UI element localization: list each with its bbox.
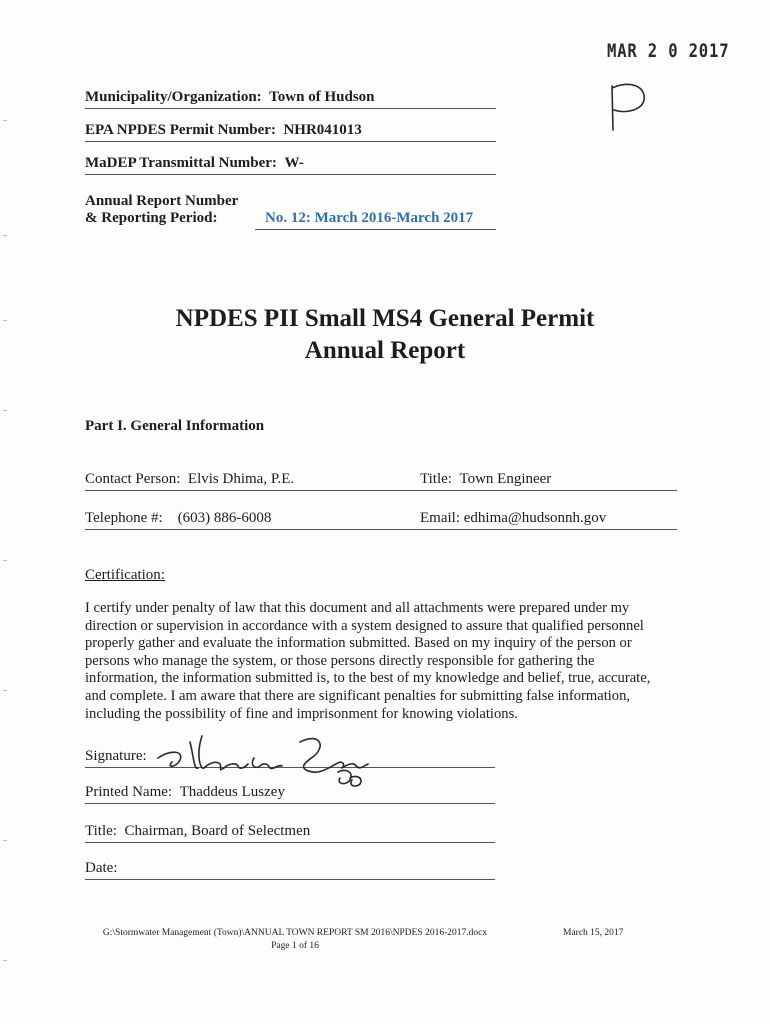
handwritten-initial [600, 78, 660, 143]
certification-line: persons who manage the system, or those persons directly responsible for gathering the [85, 652, 595, 669]
scan-speck [3, 410, 7, 411]
footer-date: March 15, 2017 [563, 928, 624, 938]
scan-speck [3, 120, 7, 121]
phone-row [85, 510, 271, 527]
phone-value: (603) 886-6008 [177, 510, 272, 526]
scan-speck [3, 690, 7, 691]
reporting-period-underline [255, 229, 496, 230]
permit-row [85, 122, 362, 139]
transmittal-value: W- [284, 155, 304, 171]
municipality-row [85, 89, 375, 106]
permit-underline [85, 141, 496, 142]
email-row [420, 510, 606, 527]
permit-label: EPA NPDES Permit Number: [85, 122, 276, 138]
signature-label: Signature: [85, 748, 147, 764]
date-label: Date: [85, 860, 118, 876]
certification-line: including the possibility of fine and imprisonment for knowing violations. [85, 705, 518, 722]
date-underline [85, 879, 495, 880]
certification-line: and complete. I am aware that there are significant penalties for submitting false information, [85, 687, 631, 704]
certification-line: direction or supervision in accordance with a system designed to assure that qualified personnel [85, 617, 644, 634]
received-date-stamp: MAR 2 0 2017 [607, 40, 730, 62]
certification-line: information, the information submitted is, to the best of my knowledge and belief, true, accurate, [85, 670, 651, 687]
reporting-period-label: & Reporting Period: [85, 210, 218, 226]
signer-title-row [85, 823, 310, 840]
report-title-line1: NPDES PII Small MS4 General Permit [175, 305, 595, 332]
scan-speck [3, 560, 7, 561]
signer-title-value: Chairman, Board of Selectmen [124, 823, 311, 839]
contact-value: Elvis Dhima, P.E. [187, 471, 295, 487]
contact-underline [85, 490, 677, 491]
transmittal-row [85, 155, 304, 172]
printed-name-underline [85, 803, 495, 804]
signer-title-underline [85, 842, 495, 843]
municipality-label: Municipality/Organization: [85, 89, 262, 105]
email-label: Email: [420, 510, 460, 526]
contact-title-label: Title: [420, 471, 452, 487]
scan-speck [3, 320, 7, 321]
certification-paragraph [85, 600, 685, 723]
footer-file-path: G:\Stormwater Management (Town)\ANNUAL TOWN REPORT SM 2016\NPDES 2016-2017.docx [102, 928, 488, 938]
municipality-value: Town of Hudson [269, 89, 375, 105]
certification-line: properly gather and evaluate the information submitted. Based on my inquiry of the person or [85, 635, 632, 652]
contact-row [85, 471, 294, 488]
handwritten-p-mark [600, 78, 660, 138]
transmittal-underline [85, 174, 496, 175]
printed-name-value: Thaddeus Luszey [179, 784, 285, 800]
scan-speck [3, 235, 7, 236]
contact-label: Contact Person: [85, 471, 181, 487]
printed-name-row [85, 784, 285, 801]
contact-title-value: Town Engineer [459, 471, 552, 487]
printed-name-label: Printed Name: [85, 784, 173, 800]
reporting-period-value: No. 12: March 2016-March 2017 [265, 210, 474, 226]
report-title-line2: Annual Report [304, 337, 466, 364]
email-value: edhima@hudsonnh.gov [463, 510, 607, 526]
signer-title-label: Title: [85, 823, 117, 839]
scan-speck [3, 840, 7, 841]
phone-underline [85, 529, 677, 530]
phone-label: Telephone #: [85, 510, 163, 526]
transmittal-label: MaDEP Transmittal Number: [85, 155, 277, 171]
municipality-underline [85, 108, 496, 109]
contact-title-row [420, 471, 551, 488]
certification-line: I certify under penalty of law that this document and all attachments were prepared under my [85, 600, 630, 616]
footer-page-number: Page 1 of 16 [271, 941, 319, 951]
certification-heading: Certification: [85, 567, 165, 583]
signature-scribble [150, 728, 380, 790]
part1-heading: Part I. General Information [85, 418, 265, 434]
permit-value: NHR041013 [283, 122, 362, 138]
report-number-label: Annual Report Number [85, 193, 239, 209]
scan-speck [3, 960, 7, 961]
